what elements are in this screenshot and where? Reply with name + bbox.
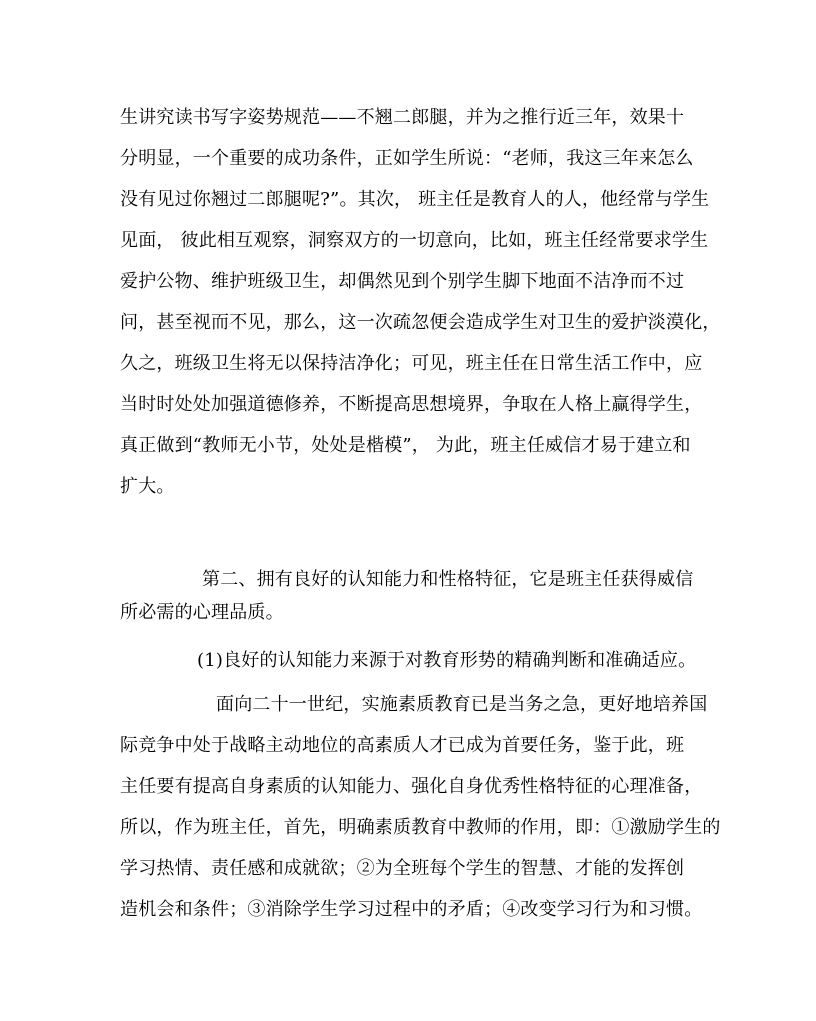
- body-text-line: 分明显，一个重要的成功条件，正如学生所说：“老师，我这三年来怎么: [120, 148, 694, 169]
- body-text-line: 学习热情、责任感和成就欲；②为全班每个学生的智慧、才能的发挥创: [120, 858, 685, 879]
- body-text-line: 久之，班级卫生将无以保持洁净化；可见，班主任在日常生活工作中，应: [120, 353, 703, 374]
- body-text-line: 爱护公物、维护班级卫生，却偶然见到个别学生脚下地面不洁净而不过: [120, 271, 685, 292]
- body-text-line: 生讲究读书写字姿势规范——不翘二郎腿，并为之推行近三年，效果十: [120, 107, 685, 128]
- subheading-line: (1)良好的认知能力来源于对教育形势的精确判断和准确适应。: [197, 650, 697, 671]
- body-text-line: 主任要有提高自身素质的认知能力、强化自身优秀性格特征的心理准备，: [120, 776, 703, 797]
- body-text-line: 造机会和条件；③消除学生学习过程中的矛盾；④改变学习行为和习惯。: [120, 899, 703, 920]
- body-text-line: 见面， 彼此相互观察，洞察双方的一切意向，比如，班主任经常要求学生: [120, 230, 709, 251]
- body-text-line: 扩大。: [120, 476, 175, 497]
- body-text-line: 问，甚至视而不见，那么，这一次疏忽便会造成学生对卫生的爱护淡漠化，: [120, 312, 721, 333]
- body-text-line: 面向二十一世纪，实施素质教育已是当务之急，更好地培养国: [216, 694, 708, 715]
- body-text-line: 真正做到“教师无小节，处处是楷模”， 为此，班主任威信才易于建立和: [120, 435, 691, 456]
- body-text-line: 没有见过你翘过二郎腿呢?”。其次， 班主任是教育人的人，他经常与学生: [120, 189, 710, 210]
- body-text-line: 当时时处处加强道德修养，不断提高思想境界，争取在人格上赢得学生，: [120, 394, 703, 415]
- section-heading-line: 第二、拥有良好的认知能力和性格特征，它是班主任获得威信: [202, 569, 694, 590]
- section-heading-line: 所必需的心理品质。: [120, 602, 284, 623]
- body-text-line: 际竞争中处于战略主动地位的高素质人才已成为首要任务，鉴于此，班: [120, 735, 685, 756]
- body-text-line: 所以，作为班主任，首先，明确素质教育中教师的作用，即：①激励学生的: [120, 817, 721, 838]
